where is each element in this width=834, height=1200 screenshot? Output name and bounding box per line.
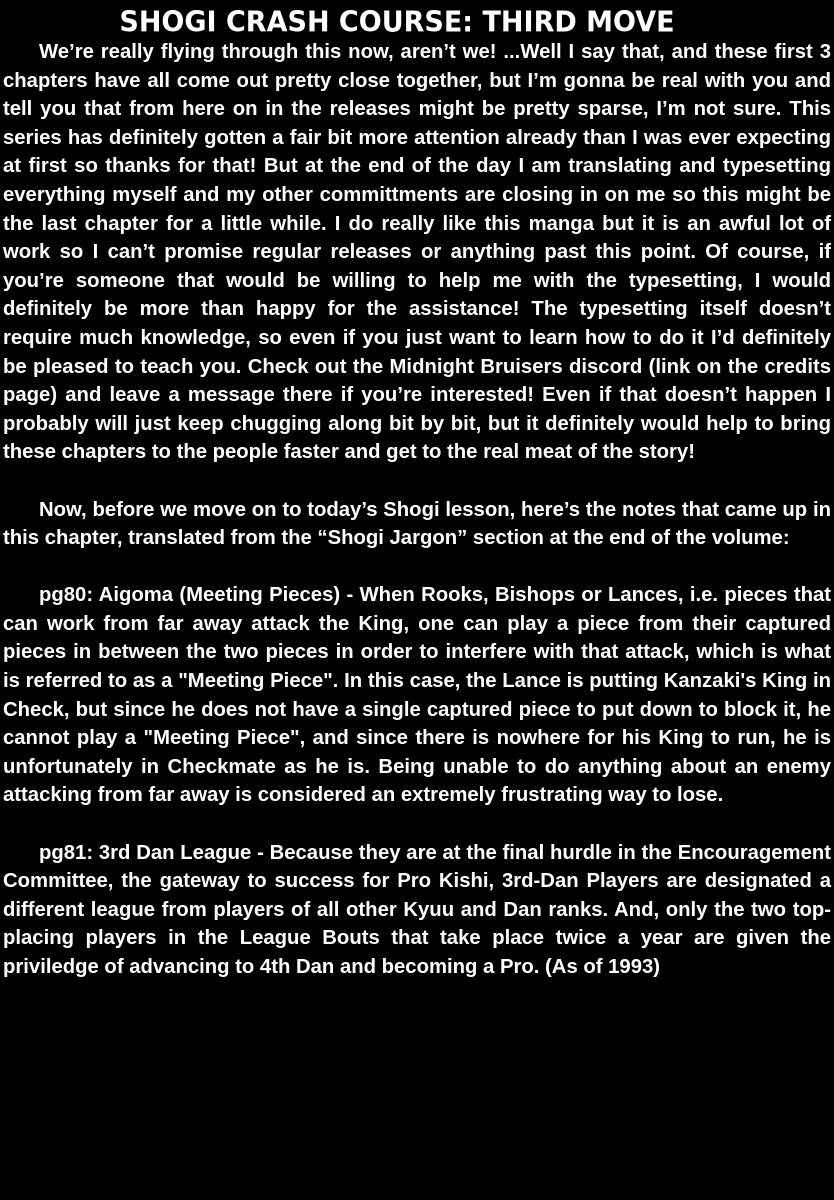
paragraph-note-pg81: pg81: 3rd Dan League - Because they are at the final hurdle in the Encouragement Committee, the gateway to success for Pro Kishi, 3rd-Dan Players are designated a different league from players of all other Kyuu and Dan ranks. And, only the two top-placing players in the League Bouts that take place twice a year are given the priviledge of advancing to 4th Dan and becoming a Pro. (As of 1993) xyxy=(3,841,831,978)
page-title: SHOGI CRASH COURSE: THIRD MOVE xyxy=(119,6,675,39)
paragraph-note-pg80: pg80: Aigoma (Meeting Pieces) - When Rooks, Bishops or Lances, i.e. pieces that can work from far away attack the King, one can play a piece from their captured pieces in between the two pieces in order to interfere with that attack, which is what is referred to as a "Meeting Piece". In this case, the Lance is putting Kanzaki's King in Check, but since he does not have a single captured piece to put down to block it, he cannot play a "Meeting Piece", and since there is nowhere for his King to run, he is unfortunately in Checkmate as he is. Being unable to do anything about an enemy attacking from far away is considered an extremely frustrating way to lose. xyxy=(3,584,831,807)
paragraph-notes-intro: Now, before we move on to today’s Shogi lesson, here’s the notes that came up in this chapter, translated from the “Shogi Jargon” section at the end of the volume: xyxy=(3,498,831,550)
paragraph-intro: We’re really flying through this now, aren’t we! ...Well I say that, and these first 3 chapters have all come out pretty close together, but I’m gonna be real with you and tell you that from here on in the releases might be pretty sparse, I’m not sure. This series has definitely gotten a fair bit more attention already than I was ever expecting at first so thanks for that! But at the end of the day I am translating and typesetting everything myself and my other committments are closing in on me so this might be the last chapter for a little while. I do really like this manga but it is an awful lot of work so I can’t promise regular releases or anything past this point. Of course, if you’re someone that would be willing to help me with the typesetting, I would definitely be more than happy for the assistance! The typesetting itself doesn’t require much knowledge, so even if you just want to learn how to do it I’d definitely be pleased to teach you. Check out the Midnight Bruisers discord (link on the credits page) and leave a message there if you’re interested! Even if that doesn’t happen I probably will just keep chugging along bit by bit, but it definitely would help to bring these chapters to the people faster and get to the real meat of the story! xyxy=(3,41,831,464)
article-body xyxy=(3,38,831,982)
